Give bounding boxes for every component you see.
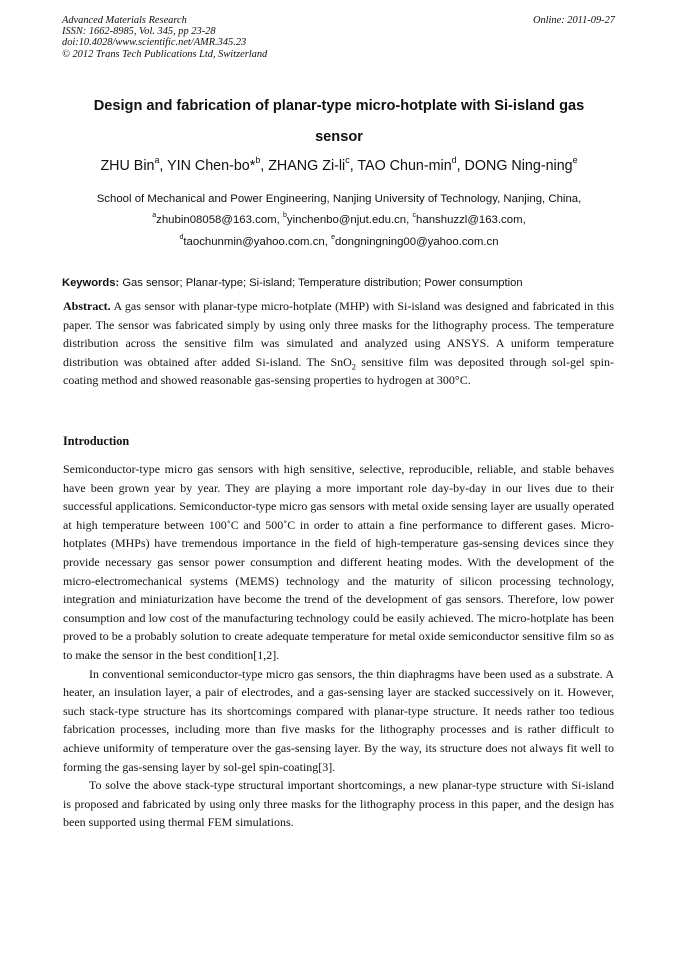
email-sup: e [331, 234, 335, 242]
author-sup: e [572, 154, 578, 165]
email-address: dongningning00@yahoo.com.cn [335, 236, 499, 248]
email-address: hanshuzzl@163.com [416, 214, 523, 226]
abstract-label: Abstract. [63, 299, 111, 313]
author-sup: a [154, 154, 160, 165]
author: DONG Ning-ning [464, 158, 573, 174]
paragraph: In conventional semiconductor-type micro gas sensors, the thin diaphragms have been used as a substrate. A heater, an insulation layer, a pair of electrodes, and a gas-sensing layer are stacked successively on it. However, such stack-type structure has its shortcomings compared with planar-type structure. It needs rather too tedious fabrication processes, including more than five masks for the lithography processes and is rather difficult to achieve uniformity of temperature over the gas-sensing layer. By the way, its structure does not always fit well to forming the gas-sensing layer by sol-gel spin-coating[3]. [63, 666, 614, 774]
paragraph: Semiconductor-type micro gas sensors with high sensitive, selective, reproducible, reliable, and stable behaves have been grown year by year. They are playing a more important role day-by-day in our lives due to their successful applications. Semiconductor-type micro gas sensors with metal oxide sensing layer are usually operated at high temperature between 100˚C and 500˚C in order to attain a fine performance to different gases. Micro-hotplates (MHPs) have tremendous importance in the field of high-temperature gas-sensing devices since they provide necessary gas sensor power consumption and different heating modes. With the development of the micro-electromechanical systems (MEMS) technology and the maturity of silicon processing technology, integration and miniaturization have become the trend of the development of gas sensors. Therefore, low power consumption and low cost of the manufacturing technology could be easily achieved. The micro-hotplate has been proved to be a probably solution to create adequate temperature for metal oxide semiconductor sensitive film so as to make the sensor in the best condition[1,2]. [63, 462, 614, 662]
author: YIN Chen-bo* [167, 158, 256, 174]
email-sup: b [283, 212, 287, 220]
author: TAO Chun-min [357, 158, 452, 174]
email-sup: c [412, 212, 417, 220]
keywords-text: Gas sensor; Planar-type; Si-island; Temperature distribution; Power consumption [122, 277, 523, 289]
abstract-text-2: sensitive film was deposited through sol-gel spin-coating method and showed reasonable gas-sensing properties to hydrogen at 300°C. [63, 354, 614, 388]
paper-title [58, 91, 620, 153]
email-address: taochunmin@yahoo.com.cn [183, 236, 325, 248]
email-address: zhubin08058@163.com [156, 214, 277, 226]
affiliation: School of Mechanical and Power Engineering, Nanjing University of Technology, Nanjing, China, [96, 193, 582, 205]
author-sup: d [451, 154, 457, 165]
paragraph: To solve the above stack-type structural important shortcomings, a new planar-type structure with Si-island is proposed and fabricated by using only three masks for the lithography process in this paper, and the design has been supported using thermal FEM simulations. [63, 778, 614, 830]
copyright-line: © 2012 Trans Tech Publications Ltd, Switzerland [62, 48, 268, 60]
doi-line: doi:10.4028/www.scientific.net/AMR.345.23 [62, 37, 247, 49]
email-line-2: $^d$taochunmin@yahoo.com.cn, $^e$dongningning00@yahoo.com.cn [179, 234, 499, 248]
email-line-1: $^a$zhubin08058@163.com, $^b$yinchenbo@njut.edu.cn, $^c$hanshuzzl@163.com, [152, 212, 526, 226]
author: ZHU Bin [100, 158, 155, 174]
title-line-2: sensor [315, 129, 363, 145]
journal-header [62, 15, 615, 60]
author: ZHANG Zi-li [268, 158, 346, 174]
email-sup: d [179, 234, 184, 242]
issn-line: ISSN: 1662-8985, Vol. 345, pp 23-28 [62, 26, 216, 38]
online-date: Online: 2011-09-27 [532, 15, 615, 26]
email-address: yinchenbo@njut.edu.cn [286, 214, 407, 226]
keywords-label: Keywords: [62, 277, 120, 289]
abstract-text-1: A gas sensor with planar-type micro-hotplate (MHP) with Si-island was designed and fabricated in this paper. The sensor was fabricated simply by using only three masks for the lithography process. The temperature distribution across the sensitive film was simulated and analyzed using ANSYS. A uniform temperature distribution was obtained after added Si-island. The SnO [63, 299, 615, 369]
title-line-1: Design and fabrication of planar-type micro-hotplate with Si-island gas [93, 98, 585, 114]
abstract-subscript: 2 [351, 362, 356, 372]
introduction-body [63, 460, 614, 832]
author-sup: b [255, 154, 261, 165]
journal-name: Advanced Materials Research [62, 15, 187, 26]
abstract [63, 297, 614, 390]
keywords [62, 276, 615, 290]
section-heading-introduction: Introduction [63, 434, 130, 448]
email-sup: a [152, 212, 157, 220]
author-sup: c [345, 154, 350, 165]
author-list: ZHU Bin$^a$, YIN Chen-bo*$^b$, ZHANG $Zi-li^c$, TAO Chun-$\min^d$, DONG Ning-ning$^e$ [100, 154, 578, 174]
